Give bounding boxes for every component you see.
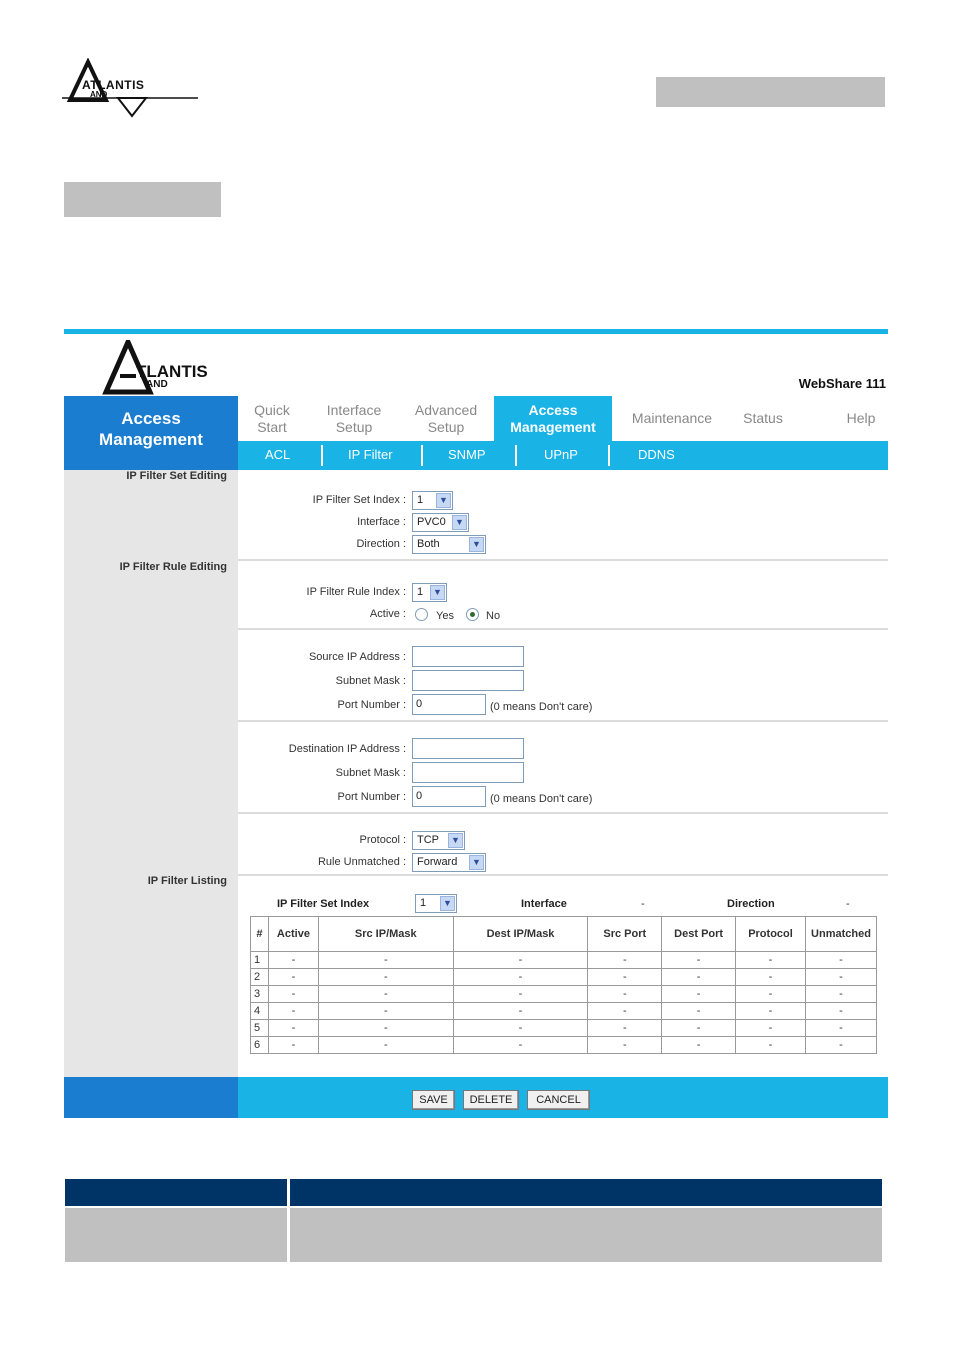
table-cell: - (662, 986, 736, 1003)
table-cell: - (453, 986, 588, 1003)
ui-footer (64, 1077, 888, 1118)
source-mask-input[interactable] (412, 670, 524, 691)
active-yes-radio[interactable] (415, 608, 428, 621)
table-row (251, 952, 877, 969)
chevron-down-icon: ▼ (452, 515, 467, 530)
table-cell: - (588, 1003, 662, 1020)
direction-label: Direction : (356, 538, 406, 550)
subtab-separator (321, 445, 323, 466)
side-label-rule-editing: IP Filter Rule Editing (119, 561, 227, 573)
rule-index-label: IP Filter Rule Index : (306, 586, 406, 598)
table-cell: - (453, 1020, 588, 1037)
source-ip-input[interactable] (412, 646, 524, 667)
row-number: 5 (251, 1020, 269, 1037)
table-row (251, 1003, 877, 1020)
protocol-select[interactable] (412, 831, 465, 850)
dest-mask-label: Subnet Mask : (335, 767, 406, 779)
table-row (251, 1020, 877, 1037)
table-cell: - (662, 969, 736, 986)
table-cell: - (662, 1037, 736, 1054)
tab-maintenance[interactable]: Maintenance (631, 410, 713, 426)
table-cell: - (805, 952, 876, 969)
router-web-ui (64, 329, 888, 1118)
table-cell: - (453, 952, 588, 969)
row-number: 6 (251, 1037, 269, 1054)
row-number: 1 (251, 952, 269, 969)
listing-direction-label: Direction (727, 898, 775, 910)
ui-logo-text: TLANTIS (136, 362, 208, 381)
table-cell: - (268, 952, 318, 969)
table-cell: - (736, 1020, 806, 1037)
subtab-ip-filter[interactable]: IP Filter (348, 447, 393, 462)
table-cell: - (662, 952, 736, 969)
col-header: Src IP/Mask (318, 917, 453, 952)
subtab-separator (608, 445, 610, 466)
chevron-down-icon: ▼ (436, 493, 451, 508)
interface-value: PVC0 (417, 516, 446, 528)
table-cell: - (805, 1020, 876, 1037)
section-title-text: Access Management (99, 409, 203, 449)
table-row (251, 986, 877, 1003)
section-placeholder-bar (64, 182, 221, 217)
atlantis-logo (60, 58, 200, 122)
interface-label: Interface : (357, 516, 406, 528)
active-no-radio[interactable] (466, 608, 479, 621)
side-label-listing: IP Filter Listing (147, 875, 227, 887)
chevron-down-icon: ▼ (469, 537, 484, 552)
subtab-ddns[interactable]: DDNS (638, 447, 675, 462)
table-header-row (251, 917, 877, 952)
listing-interface-label: Interface (521, 898, 567, 910)
table-cell: - (736, 969, 806, 986)
table-cell: - (805, 969, 876, 986)
dest-port-input[interactable]: 0 (412, 786, 486, 807)
table-cell: - (736, 952, 806, 969)
side-label-set-editing: IP Filter Set Editing (126, 470, 227, 482)
table-cell: - (736, 986, 806, 1003)
table-cell: - (268, 1020, 318, 1037)
divider (238, 812, 888, 814)
subtab-acl[interactable]: ACL (265, 447, 291, 462)
protocol-label: Protocol : (359, 834, 406, 846)
table-cell: - (268, 1003, 318, 1020)
doc-table-row (65, 1235, 882, 1262)
rule-unmatched-select[interactable] (412, 853, 486, 872)
source-ip-label: Source IP Address : (308, 651, 406, 663)
table-cell: - (736, 1003, 806, 1020)
col-header: Dest IP/Mask (453, 917, 588, 952)
direction-value: Both (417, 538, 440, 550)
table-cell: - (736, 1037, 806, 1054)
table-cell: - (588, 986, 662, 1003)
logo-text: ATLANTIS (82, 78, 145, 92)
subtab-snmp[interactable]: SNMP (448, 447, 486, 462)
table-cell: - (805, 986, 876, 1003)
dest-port-label: Port Number : (337, 791, 406, 803)
table-cell: - (318, 1003, 453, 1020)
table-cell: - (588, 1020, 662, 1037)
tab-help[interactable]: Help (846, 410, 876, 426)
table-cell: - (268, 969, 318, 986)
col-header: Dest Port (662, 917, 736, 952)
rule-unmatched-label: Rule Unmatched : (317, 856, 406, 868)
set-index-value: 1 (417, 494, 424, 506)
table-cell: - (318, 952, 453, 969)
ip-filter-listing-table (250, 916, 877, 1054)
table-row (251, 969, 877, 986)
delete-button[interactable]: DELETE (463, 1090, 519, 1110)
doc-table-cell (65, 1235, 287, 1262)
chevron-down-icon: ▼ (430, 585, 445, 600)
main-nav (238, 396, 888, 441)
col-header: Src Port (588, 917, 662, 952)
ui-logo (102, 340, 252, 396)
table-cell: - (268, 1037, 318, 1054)
subtab-upnp[interactable]: UPnP (544, 447, 578, 462)
active-no-label: No (486, 610, 501, 622)
divider (238, 874, 888, 876)
set-index-label: IP Filter Set Index : (312, 494, 406, 506)
col-header: # (251, 917, 269, 952)
active-yes-label: Yes (436, 610, 454, 622)
col-header: Active (268, 917, 318, 952)
doc-table-header-cell (290, 1179, 882, 1206)
doc-table-header-row (65, 1179, 882, 1206)
dest-mask-input[interactable] (412, 762, 524, 783)
dest-port-hint: (0 means Don't care) (490, 793, 593, 805)
doc-table-cell (65, 1208, 287, 1235)
table-cell: - (268, 986, 318, 1003)
table-cell: - (318, 1037, 453, 1054)
active-label: Active : (369, 608, 406, 620)
listing-interface-value: - (641, 898, 645, 910)
table-cell: - (588, 952, 662, 969)
table-cell: - (662, 1003, 736, 1020)
table-cell: - (805, 1037, 876, 1054)
footer-left-block (64, 1077, 238, 1118)
table-cell: - (318, 969, 453, 986)
subtab-separator (515, 445, 517, 466)
tab-advanced-setup[interactable]: Advanced Setup (414, 402, 478, 435)
listing-set-index-label: IP Filter Set Index (277, 898, 370, 910)
source-port-hint: (0 means Don't care) (490, 701, 593, 713)
listing-set-index-select[interactable] (415, 894, 457, 913)
doc-table-header-cell (65, 1179, 287, 1206)
interface-select[interactable] (412, 513, 469, 532)
listing-set-index-value: 1 (420, 897, 427, 909)
chevron-down-icon: ▼ (448, 833, 463, 848)
chevron-down-icon: ▼ (440, 896, 455, 911)
save-button[interactable]: SAVE (412, 1090, 455, 1110)
ui-logo-subtext: AND (146, 379, 168, 390)
content-area (238, 470, 888, 1077)
table-cell: - (453, 969, 588, 986)
row-number: 2 (251, 969, 269, 986)
device-model: WebShare 111 (798, 376, 886, 391)
tab-interface-setup[interactable]: Interface Setup (326, 402, 382, 435)
direction-select[interactable] (412, 535, 486, 554)
rule-unmatched-value: Forward (417, 856, 458, 868)
col-header: Protocol (736, 917, 806, 952)
row-number: 3 (251, 986, 269, 1003)
protocol-value: TCP (417, 834, 439, 846)
chevron-down-icon: ▼ (469, 855, 484, 870)
rule-index-value: 1 (417, 586, 424, 598)
dest-ip-input[interactable] (412, 738, 524, 759)
sub-nav (238, 441, 888, 470)
divider (238, 720, 888, 722)
source-port-input[interactable]: 0 (412, 694, 486, 715)
table-cell: - (662, 1020, 736, 1037)
tab-status[interactable]: Status (743, 410, 783, 426)
dest-ip-label: Destination IP Address : (288, 743, 406, 755)
table-cell: - (318, 1020, 453, 1037)
listing-direction-value: - (846, 898, 850, 910)
rule-index-select[interactable] (412, 583, 447, 602)
source-mask-label: Subnet Mask : (335, 675, 406, 687)
doc-table-cell (290, 1208, 882, 1235)
table-cell: - (588, 969, 662, 986)
table-cell: - (318, 986, 453, 1003)
row-number: 4 (251, 1003, 269, 1020)
source-port-label: Port Number : (337, 699, 406, 711)
section-title (64, 396, 238, 470)
table-row (251, 1037, 877, 1054)
header-placeholder-bar (656, 77, 885, 107)
table-cell: - (453, 1037, 588, 1054)
table-cell: - (453, 1003, 588, 1020)
set-index-select[interactable] (412, 491, 453, 510)
doc-table-row (65, 1208, 882, 1235)
table-cell: - (805, 1003, 876, 1020)
divider (238, 559, 888, 561)
tab-access-management[interactable]: Access Management (494, 396, 612, 441)
divider (238, 628, 888, 630)
cancel-button[interactable]: CANCEL (527, 1090, 590, 1110)
subtab-separator (421, 445, 423, 466)
doc-table-cell (290, 1235, 882, 1262)
side-panel (64, 470, 238, 1077)
logo-subtext: AND (90, 90, 108, 99)
col-header: Unmatched (805, 917, 876, 952)
tab-quick-start[interactable]: Quick Start (254, 402, 290, 435)
ui-header (64, 334, 888, 396)
table-cell: - (588, 1037, 662, 1054)
